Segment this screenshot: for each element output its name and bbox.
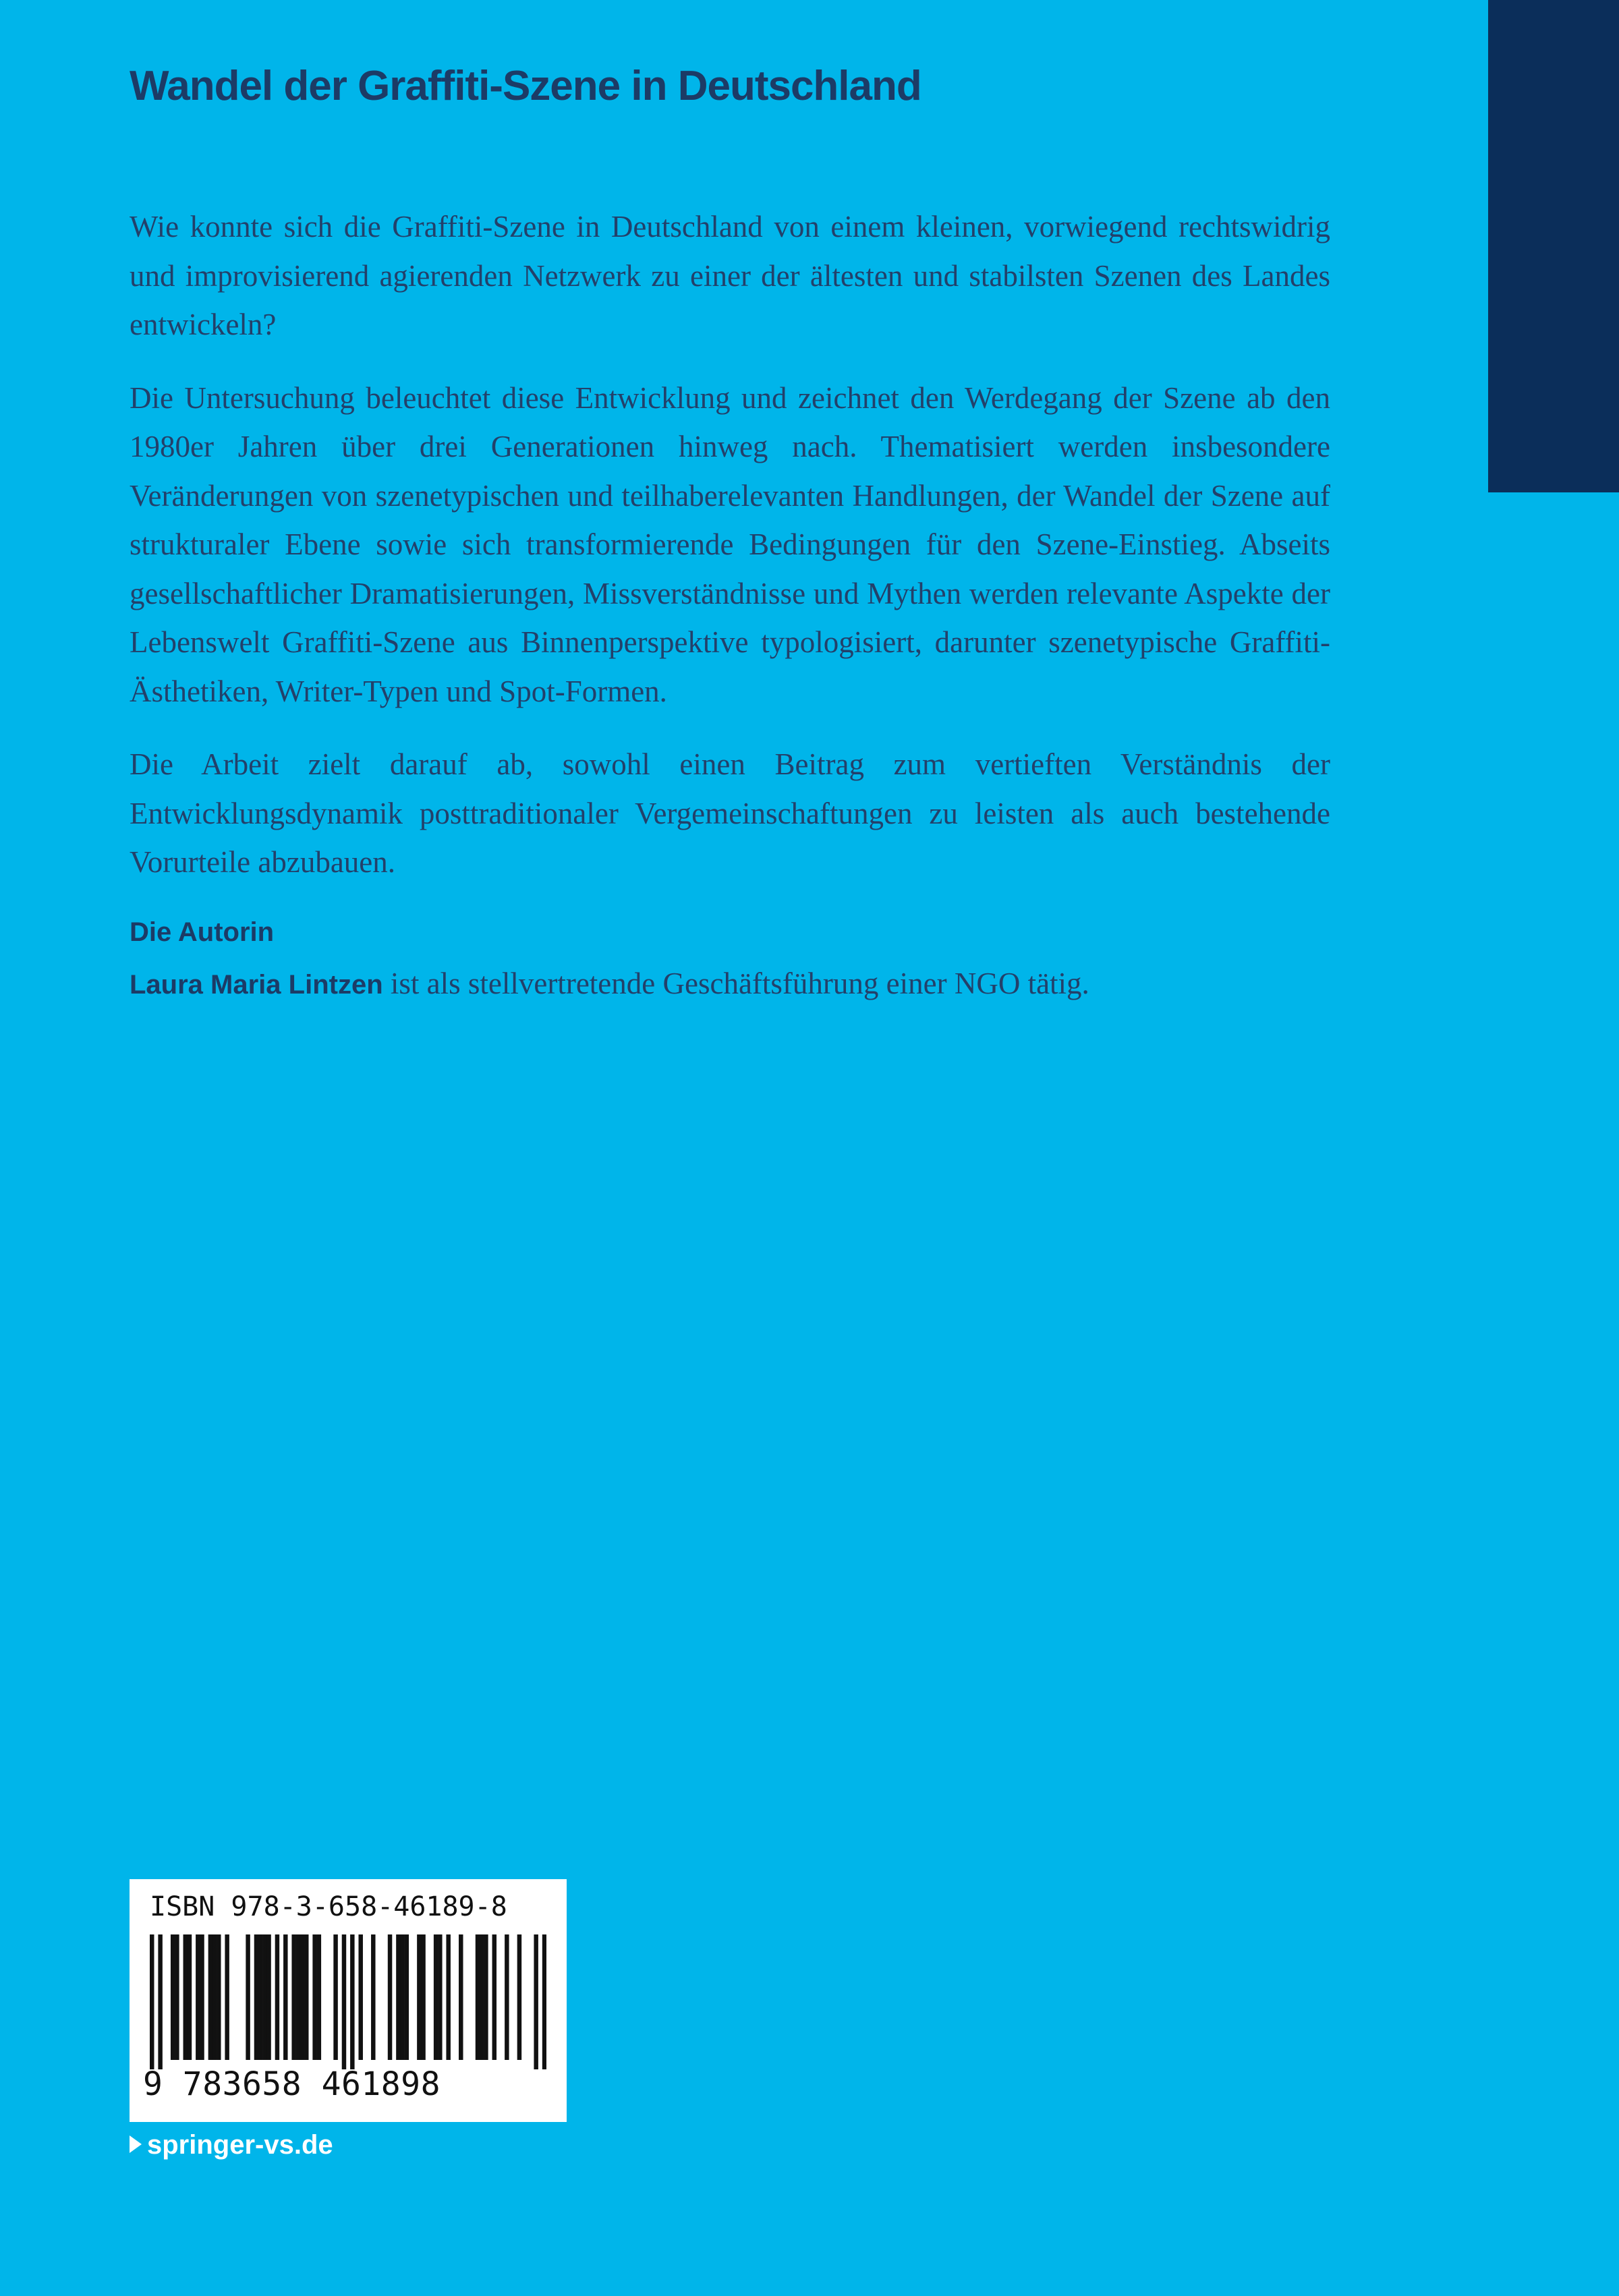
- blurb-paragraph-1: Wie konnte sich die Graffiti-Szene in Deutschland von einem kleinen, vorwiegend rechtswidrig und improvisierend agierenden Netzwerk zu einer der ältesten und stabilsten Szenen des Landes entwickeln?: [130, 210, 1330, 341]
- barcode-bar: [291, 1934, 295, 2060]
- isbn-label: ISBN 978-3-658-46189-8: [150, 1891, 507, 1922]
- barcode-bar: [400, 1934, 404, 2060]
- blurb-paragraph-2: Die Untersuchung beleuchtet diese Entwicklung und zeichnet den Werdegang der Szene ab den 1980er Jahren über drei Generationen hinweg nach. Thematisiert werden insbesondere Veränderungen von szenetypischen und teilhaberelevanten Handlungen, der Wandel der Szene auf strukturaler Ebene sowie sich transformierende Bedingungen für den Szene-Einstieg. Abseits gesellschaftlicher Dramatisierungen, Missverständnisse und Mythen werden relevante Aspekte der Lebenswelt Graffiti-Szene aus Binnenperspektive typologisiert, darunter szenetypische Graffiti-Ästhetiken, Writer-Typen und Spot-Formen.: [130, 380, 1330, 708]
- barcode-bar: [438, 1934, 442, 2060]
- barcode-bar: [317, 1934, 321, 2060]
- barcode-bar: [342, 1934, 346, 2069]
- barcode-bar: [459, 1934, 463, 2060]
- blurb-paragraph-3: Die Arbeit zielt darauf ab, sowohl einen Beitrag zum vertieften Verständnis der Entwicklungsdynamik posttraditionaler Vergemeinschaftungen zu leisten als auch bestehende Vorurteile abzubauen.: [130, 747, 1330, 879]
- barcode-bar: [480, 1934, 484, 2060]
- barcode-bar: [434, 1934, 438, 2060]
- isbn-barcode: [130, 1879, 567, 2122]
- barcode-bar: [183, 1934, 188, 2060]
- barcode-bar: [296, 1934, 300, 2060]
- blurb: [130, 202, 1330, 1006]
- barcode-bar: [446, 1934, 450, 2060]
- barcode-bar: [158, 1934, 162, 2069]
- barcode-bar: [388, 1934, 392, 2060]
- barcode-bar: [492, 1934, 496, 2060]
- barcode-bar: [304, 1934, 308, 2060]
- publisher-website-link[interactable]: [130, 2130, 333, 2160]
- author-bio: [130, 963, 1330, 1006]
- barcode-bar: [283, 1934, 287, 2060]
- barcode-bar: [246, 1934, 250, 2060]
- barcode-bar: [171, 1934, 175, 2060]
- barcode-bar: [300, 1934, 304, 2060]
- barcode-bar: [371, 1934, 375, 2060]
- barcode-bar: [212, 1934, 217, 2060]
- book-title: Wandel der Graffiti-Szene in Deutschland: [130, 63, 921, 109]
- barcode-bar: [196, 1934, 200, 2060]
- barcode-bar: [333, 1934, 337, 2060]
- barcode-bar: [417, 1934, 421, 2060]
- barcode-bar: [258, 1934, 262, 2060]
- barcode-bar: [200, 1934, 204, 2060]
- barcode-bar: [534, 1934, 538, 2069]
- author-description: ist als stellvertretende Geschäftsführung einer NGO tätig.: [382, 966, 1089, 1000]
- barcode-bars: [150, 1934, 546, 2069]
- barcode-bar: [225, 1934, 229, 2060]
- barcode-bar: [262, 1934, 266, 2060]
- barcode-bar: [350, 1934, 354, 2069]
- barcode-bar: [421, 1934, 425, 2060]
- barcode-bar: [254, 1934, 258, 2060]
- barcode-bar: [505, 1934, 509, 2060]
- barcode-bar: [217, 1934, 221, 2060]
- barcode-bar: [266, 1934, 271, 2060]
- arrow-right-icon: [130, 2135, 142, 2153]
- author-name: Laura Maria Lintzen: [130, 969, 383, 1000]
- barcode-bar: [208, 1934, 212, 2060]
- barcode-bar: [405, 1934, 409, 2060]
- barcode-digits: 9 783658 461898: [143, 2065, 441, 2103]
- barcode-bar: [188, 1934, 192, 2060]
- side-color-bar: [1488, 0, 1619, 492]
- barcode-bar: [275, 1934, 279, 2060]
- barcode-bar: [312, 1934, 316, 2060]
- author-heading: Die Autorin: [130, 917, 275, 947]
- barcode-bar: [542, 1934, 546, 2069]
- barcode-bar: [175, 1934, 179, 2060]
- publisher-website-text: springer-vs.de: [147, 2130, 333, 2160]
- barcode-bar: [484, 1934, 488, 2060]
- barcode-bar: [476, 1934, 480, 2060]
- barcode-bar: [150, 1934, 154, 2069]
- barcode-bar: [396, 1934, 400, 2060]
- barcode-bar: [517, 1934, 521, 2060]
- barcode-bar: [358, 1934, 362, 2060]
